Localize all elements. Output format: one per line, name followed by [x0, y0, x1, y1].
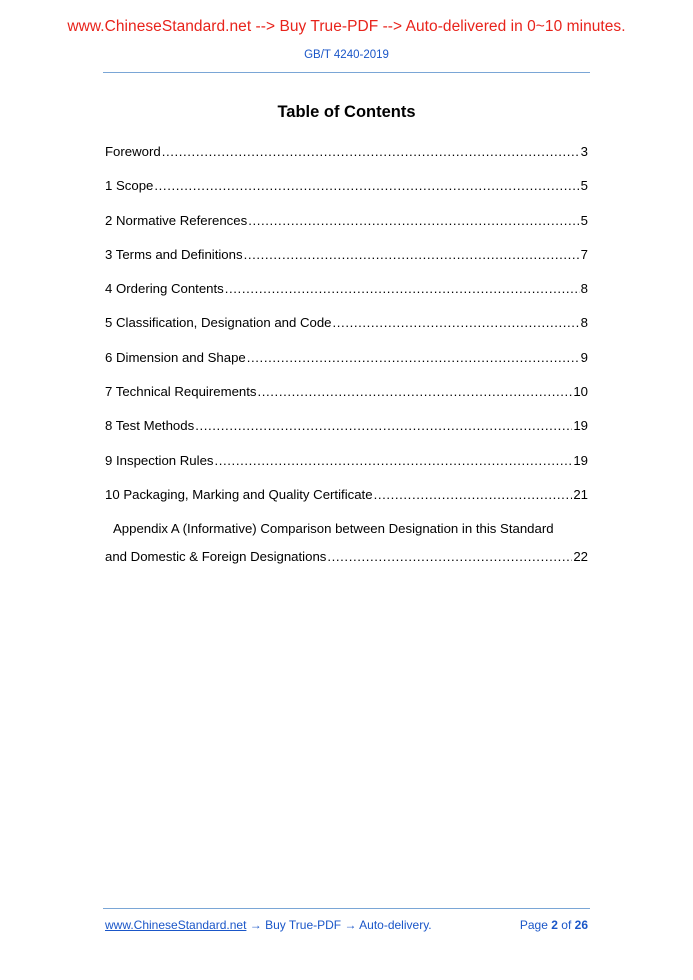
toc-entry-packaging-marking[interactable]	[105, 486, 588, 520]
toc-leader-dots	[244, 246, 580, 264]
page-number	[520, 918, 588, 932]
toc-entry-label: 2 Normative References	[105, 212, 248, 228]
toc-entry-page: 19	[573, 452, 588, 468]
toc-entry-foreword[interactable]	[105, 143, 588, 177]
page-footer	[105, 918, 588, 932]
toc-leader-dots	[258, 383, 573, 401]
toc-entry-page: 7	[580, 246, 588, 262]
toc-entry-label: 4 Ordering Contents	[105, 281, 224, 297]
footer-delivery-text: Auto-delivery.	[359, 918, 432, 932]
toc-entry-page: 5	[580, 178, 588, 194]
page-label: Page	[519, 918, 548, 932]
arrow-right-icon: →	[249, 918, 262, 932]
page-title: Table of Contents	[277, 103, 416, 121]
toc-entry-label: 7 Technical Requirements	[105, 384, 257, 400]
toc-entry-label: 9 Inspection Rules	[105, 452, 214, 468]
toc-entry-page: 5	[580, 212, 588, 228]
toc-entry-page: 8	[580, 281, 588, 297]
toc-leader-dots	[327, 548, 572, 566]
toc-entry-label: 1 Scope	[105, 178, 154, 194]
toc-entry-label: 8 Test Methods	[105, 418, 195, 434]
toc-entry-classification[interactable]	[105, 314, 588, 348]
toc-entry-page: 9	[580, 349, 588, 365]
toc-entry-label: and Domestic & Foreign Designations	[105, 549, 327, 565]
toc-leader-dots	[374, 486, 573, 504]
toc-leader-dots	[215, 452, 573, 470]
toc-entry-scope[interactable]	[105, 177, 588, 211]
toc-entry-terms-definitions[interactable]	[105, 246, 588, 280]
toc-entry-normative-references[interactable]	[105, 212, 588, 246]
table-of-contents	[105, 143, 588, 583]
toc-entry-label-line1: Appendix A (Informative) Comparison between Designation in this Standard	[113, 521, 554, 537]
toc-entry-label: 10 Packaging, Marking and Quality Certificate	[105, 486, 373, 502]
page-current: 2	[551, 918, 558, 932]
toc-leader-dots	[162, 143, 580, 161]
standard-code: GB/T 4240-2019	[304, 49, 389, 61]
toc-entry-technical-requirements[interactable]	[105, 383, 588, 417]
toc-entry-label: 6 Dimension and Shape	[105, 349, 246, 365]
page-of: of	[561, 918, 572, 932]
toc-entry-appendix-a[interactable]	[105, 520, 588, 582]
footer-website-link[interactable]: www.ChineseStandard.net	[105, 918, 247, 932]
toc-leader-dots	[333, 314, 580, 332]
toc-entry-dimension-shape[interactable]	[105, 349, 588, 383]
toc-leader-dots	[225, 280, 580, 298]
toc-entry-label: Foreword	[105, 144, 161, 159]
toc-entry-inspection-rules[interactable]	[105, 452, 588, 486]
page-total: 26	[574, 918, 588, 932]
toc-entry-label: 3 Terms and Definitions	[105, 246, 243, 262]
toc-entry-ordering-contents[interactable]	[105, 280, 588, 314]
toc-entry-page: 8	[580, 315, 588, 331]
promo-banner[interactable]: www.ChineseStandard.net --> Buy True-PDF --> Auto-delivered in 0~10 minutes.	[67, 18, 626, 35]
toc-leader-dots	[247, 349, 580, 367]
header-divider	[103, 72, 590, 73]
toc-leader-dots	[195, 417, 572, 435]
toc-entry-page: 10	[573, 384, 588, 400]
toc-leader-dots	[248, 212, 579, 230]
toc-entry-page: 21	[573, 486, 588, 502]
toc-leader-dots	[154, 177, 579, 195]
footer-divider	[103, 908, 590, 909]
toc-entry-appendix-line2	[105, 548, 588, 582]
toc-entry-label: 5 Classification, Designation and Code	[105, 315, 332, 331]
toc-entry-page: 3	[580, 144, 588, 159]
toc-entry-page: 19	[573, 418, 588, 434]
footer-buy-text: Buy True-PDF	[265, 918, 342, 932]
toc-entry-test-methods[interactable]	[105, 417, 588, 451]
toc-entry-page: 22	[573, 549, 588, 565]
arrow-right-icon: →	[344, 918, 357, 932]
footer-promo	[105, 918, 432, 932]
